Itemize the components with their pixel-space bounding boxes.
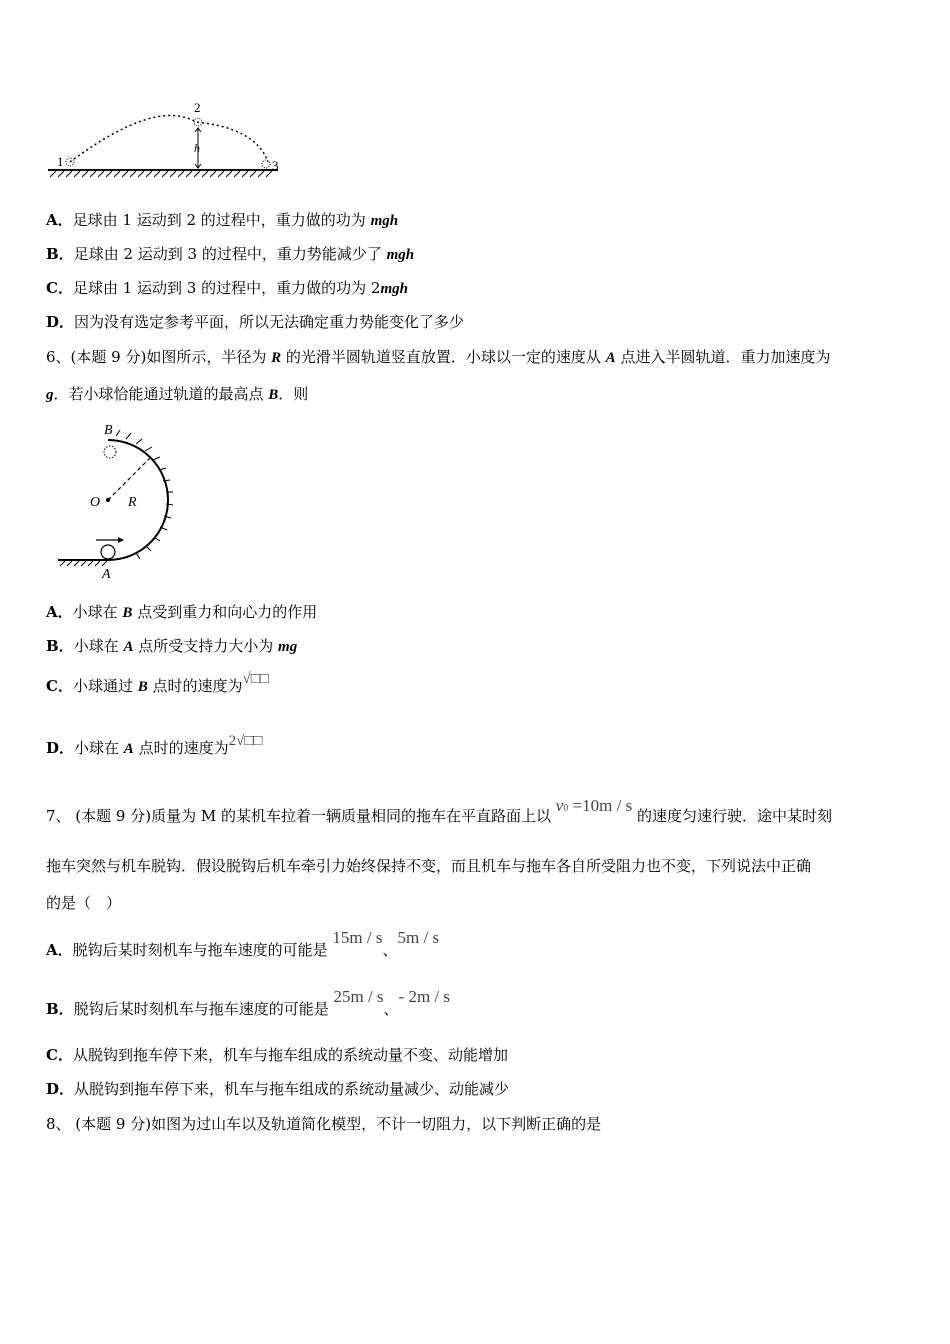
q7-option-a: A．脱钩后某时刻机车与拖车速度的可能是 15m / s、5m / s — [46, 928, 440, 959]
trajectory-figure — [46, 98, 286, 182]
height-label: h — [194, 141, 200, 155]
point-1-label: 1 — [57, 154, 64, 169]
label-a: A — [102, 567, 111, 582]
label-b: B — [104, 423, 113, 438]
q7-stem-line1: 7、 (本题 9 分)质量为 M 的某机车拉着一辆质量相同的拖车在平直路面上以 v0 =10m / s 的速度匀速行驶．途中某时刻 — [46, 796, 832, 825]
q5-option-b: B．足球由 2 运动到 3 的过程中，重力势能减少了 mgh — [46, 245, 415, 263]
label-o: O — [90, 495, 101, 510]
q7-option-d: D．从脱钩到拖车停下来，机车与拖车组成的系统动量减少、动能减少 — [46, 1080, 510, 1098]
q5-option-d: D．因为没有选定参考平面，所以无法确定重力势能变化了多少 — [46, 313, 465, 331]
q5-option-a: A．足球由 1 运动到 2 的过程中，重力做的功为 mgh — [46, 211, 399, 229]
q6-option-a: A．小球在 B 点受到重力和向心力的作用 — [46, 603, 318, 621]
q7-option-c: C．从脱钩到拖车停下来，机车与拖车组成的系统动量不变、动能增加 — [46, 1046, 508, 1064]
q6-stem-line1: 6、(本题 9 分)如图所示，半径为 R 的光滑半圆轨道竖直放置．小球以一定的速度从 A 点进入半圆轨道．重力加速度为 — [46, 348, 831, 366]
q6-stem-line2: g．若小球恰能通过轨道的最高点 B．则 — [46, 385, 309, 403]
point-2-label: 2 — [194, 100, 201, 115]
q6-option-c: C．小球通过 B 点时的速度为√□□ — [46, 671, 269, 695]
q7-stem-line3: 的是（ ） — [46, 894, 122, 912]
point-3-label: 3 — [272, 158, 279, 173]
q7-stem-line2: 拖车突然与机车脱钩．假设脱钩后机车牵引力始终保持不变，而且机车与拖车各自所受阻力也不变，下列说法中正确 — [46, 857, 812, 875]
q6-option-d: D．小球在 A 点时的速度为2√□□ — [46, 733, 263, 757]
label-r: R — [128, 495, 137, 510]
semicircle-track-figure — [56, 420, 186, 585]
q5-option-c: C．足球由 1 运动到 3 的过程中，重力做的功为 2mgh — [46, 279, 408, 297]
q8-stem: 8、 (本题 9 分)如图为过山车以及轨道简化模型，不计一切阻力，以下判断正确的是 — [46, 1115, 602, 1133]
q7-option-b: B．脱钩后某时刻机车与拖车速度的可能是 25m / s、- 2m / s — [46, 987, 451, 1018]
q6-option-b: B．小球在 A 点所受支持力大小为 mg — [46, 637, 298, 655]
